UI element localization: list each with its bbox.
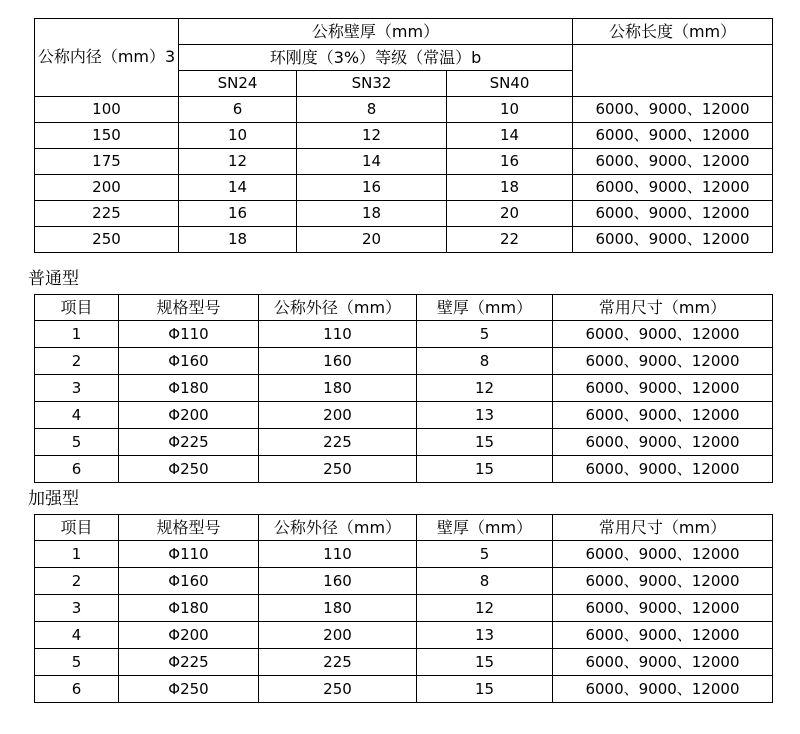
table-row	[35, 227, 773, 253]
header-cell: 公称外径（mm）	[259, 295, 417, 321]
cell-d: 100	[35, 97, 179, 123]
cell-spec: Φ110	[119, 541, 259, 568]
cell-no: 5	[35, 649, 119, 676]
cell-spec: Φ200	[119, 622, 259, 649]
cell-sn32: 18	[297, 201, 447, 227]
table-row	[35, 676, 773, 703]
table-row	[35, 595, 773, 622]
cell-sn32: 16	[297, 175, 447, 201]
cell-no: 3	[35, 375, 119, 402]
cell-od: 250	[259, 676, 417, 703]
cell-no: 1	[35, 541, 119, 568]
table-row	[35, 429, 773, 456]
cell-spec: Φ180	[119, 595, 259, 622]
header-cell: 规格型号	[119, 515, 259, 541]
cell-sn40: 16	[447, 149, 573, 175]
cell-sn24: 14	[179, 175, 297, 201]
cell-size: 6000、9000、12000	[553, 321, 773, 348]
header-cell: 常用尺寸（mm）	[553, 295, 773, 321]
cell-spec: Φ110	[119, 321, 259, 348]
table-row	[35, 97, 773, 123]
cell-sn32: 20	[297, 227, 447, 253]
cell-od: 160	[259, 348, 417, 375]
cell-d: 175	[35, 149, 179, 175]
cell-sn32: 12	[297, 123, 447, 149]
cell-wall: 15	[417, 429, 553, 456]
cell-wall: 5	[417, 541, 553, 568]
cell-d: 250	[35, 227, 179, 253]
section-title-reinforced: 加强型	[28, 489, 79, 509]
table-header-row	[35, 295, 773, 321]
table-row	[35, 348, 773, 375]
cell-no: 4	[35, 622, 119, 649]
cell-size: 6000、9000、12000	[553, 348, 773, 375]
header-cell: 壁厚（mm）	[417, 295, 553, 321]
cell-size: 6000、9000、12000	[553, 676, 773, 703]
header-wall-thickness: 公称壁厚（mm）	[179, 19, 573, 45]
stiffness-table	[34, 18, 773, 253]
cell-spec: Φ160	[119, 568, 259, 595]
cell-od: 250	[259, 456, 417, 483]
cell-od: 200	[259, 622, 417, 649]
cell-od: 180	[259, 375, 417, 402]
cell-spec: Φ200	[119, 402, 259, 429]
header-length: 公称长度（mm）	[573, 19, 773, 45]
table-row	[35, 402, 773, 429]
cell-no: 6	[35, 456, 119, 483]
cell-no: 3	[35, 595, 119, 622]
cell-od: 225	[259, 429, 417, 456]
cell-no: 6	[35, 676, 119, 703]
cell-spec: Φ250	[119, 676, 259, 703]
table-row	[35, 175, 773, 201]
table-row	[35, 456, 773, 483]
cell-sn32: 14	[297, 149, 447, 175]
header-cell: 规格型号	[119, 295, 259, 321]
cell-wall: 13	[417, 402, 553, 429]
cell-wall: 12	[417, 375, 553, 402]
cell-size: 6000、9000、12000	[553, 622, 773, 649]
cell-sn40: 14	[447, 123, 573, 149]
cell-sn40: 10	[447, 97, 573, 123]
section-title-standard: 普通型	[28, 269, 79, 289]
table-row	[35, 321, 773, 348]
cell-sn24: 10	[179, 123, 297, 149]
cell-spec: Φ250	[119, 456, 259, 483]
cell-od: 180	[259, 595, 417, 622]
standard-type-table	[34, 294, 773, 483]
cell-d: 150	[35, 123, 179, 149]
cell-sn40: 18	[447, 175, 573, 201]
cell-len: 6000、9000、12000	[573, 97, 773, 123]
table-row	[35, 149, 773, 175]
cell-size: 6000、9000、12000	[553, 402, 773, 429]
cell-wall: 15	[417, 649, 553, 676]
cell-od: 200	[259, 402, 417, 429]
header-inner-diameter: 公称内径（mm）3	[35, 19, 179, 97]
cell-sn40: 20	[447, 201, 573, 227]
header-cell: 公称外径（mm）	[259, 515, 417, 541]
cell-d: 225	[35, 201, 179, 227]
cell-spec: Φ180	[119, 375, 259, 402]
header-grade: SN24	[179, 71, 297, 97]
table-row	[35, 649, 773, 676]
table-header-row	[35, 19, 773, 45]
header-cell: 项目	[35, 515, 119, 541]
cell-size: 6000、9000、12000	[553, 541, 773, 568]
cell-size: 6000、9000、12000	[553, 595, 773, 622]
table-row	[35, 568, 773, 595]
cell-no: 5	[35, 429, 119, 456]
header-length-blank	[573, 45, 773, 97]
header-cell: 壁厚（mm）	[417, 515, 553, 541]
cell-size: 6000、9000、12000	[553, 429, 773, 456]
header-stiffness-grade: 环刚度（3%）等级（常温）b	[179, 45, 573, 71]
table-row	[35, 375, 773, 402]
cell-od: 110	[259, 541, 417, 568]
cell-wall: 15	[417, 456, 553, 483]
cell-od: 160	[259, 568, 417, 595]
cell-size: 6000、9000、12000	[553, 375, 773, 402]
cell-size: 6000、9000、12000	[553, 649, 773, 676]
table-header-row	[35, 515, 773, 541]
table-row	[35, 622, 773, 649]
cell-no: 4	[35, 402, 119, 429]
cell-sn32: 8	[297, 97, 447, 123]
cell-len: 6000、9000、12000	[573, 227, 773, 253]
cell-sn24: 6	[179, 97, 297, 123]
cell-no: 1	[35, 321, 119, 348]
table-row	[35, 541, 773, 568]
cell-len: 6000、9000、12000	[573, 149, 773, 175]
cell-sn24: 12	[179, 149, 297, 175]
table-row	[35, 201, 773, 227]
header-cell: 项目	[35, 295, 119, 321]
cell-no: 2	[35, 568, 119, 595]
header-grade: SN40	[447, 71, 573, 97]
cell-od: 225	[259, 649, 417, 676]
cell-wall: 5	[417, 321, 553, 348]
header-grade: SN32	[297, 71, 447, 97]
cell-spec: Φ160	[119, 348, 259, 375]
cell-wall: 15	[417, 676, 553, 703]
cell-od: 110	[259, 321, 417, 348]
cell-wall: 13	[417, 622, 553, 649]
cell-wall: 8	[417, 348, 553, 375]
cell-no: 2	[35, 348, 119, 375]
cell-d: 200	[35, 175, 179, 201]
cell-len: 6000、9000、12000	[573, 123, 773, 149]
cell-sn24: 16	[179, 201, 297, 227]
cell-spec: Φ225	[119, 649, 259, 676]
cell-sn40: 22	[447, 227, 573, 253]
cell-wall: 8	[417, 568, 553, 595]
cell-sn24: 18	[179, 227, 297, 253]
cell-size: 6000、9000、12000	[553, 568, 773, 595]
cell-len: 6000、9000、12000	[573, 175, 773, 201]
header-cell: 常用尺寸（mm）	[553, 515, 773, 541]
cell-size: 6000、9000、12000	[553, 456, 773, 483]
table-row	[35, 123, 773, 149]
reinforced-type-table	[34, 514, 773, 703]
cell-spec: Φ225	[119, 429, 259, 456]
cell-len: 6000、9000、12000	[573, 201, 773, 227]
cell-wall: 12	[417, 595, 553, 622]
